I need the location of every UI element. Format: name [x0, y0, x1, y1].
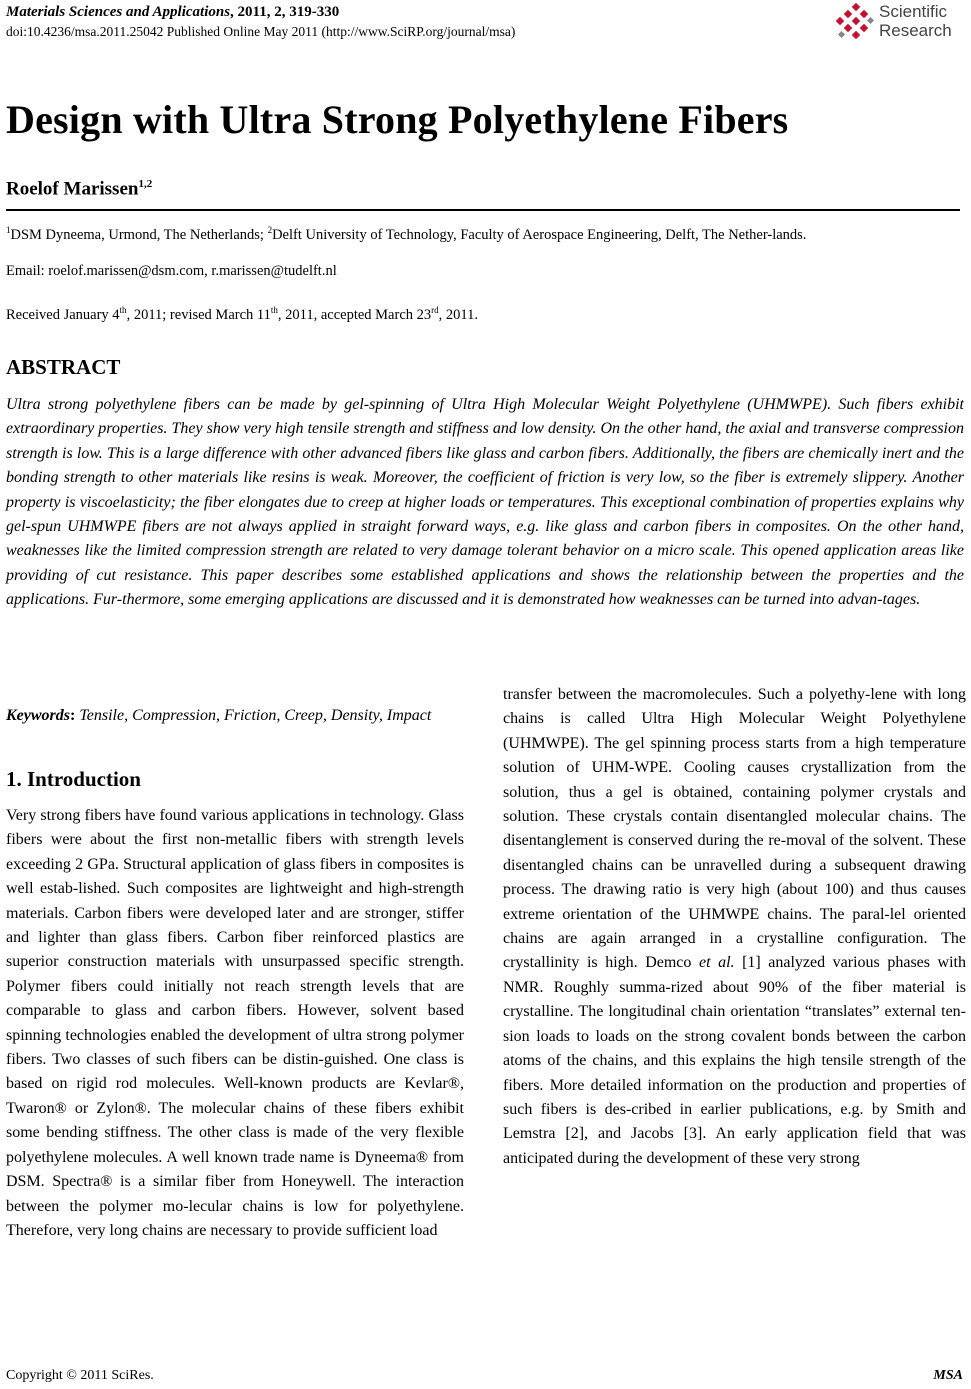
- logo-text: Scientific Research: [879, 2, 952, 40]
- section-heading-introduction: 1. Introduction: [6, 767, 141, 791]
- body-column-right: transfer between the macromolecules. Such a polyethy-lene with long chains is called Ultra High Molecular Weight Polyethylene (UHMWPE). The gel spinning process starts from a high temperature solution of UHM-WPE. Cooling causes crystallization from the solution, thus a gel is obtained, containing polymer crystals and solution. These crystals contain disentangled molecular chains. The disentanglement is conserved during the re-moval of the solvent. These disentangled chains can be unravelled during a subsequent drawing process. The drawing ratio is very high (about 100) and thus causes extreme orientation of the UHMWPE chains. The paral-lel oriented chains are again arranged in a crystalline configuration. The crystallinity is high. Demco et al. [1] analyzed various phases with NMR. Roughly summa-rized about 90% of the fiber material is crystalline. The longitudinal chain orientation “translates” external ten-sion loads to loads on the strong covalent bonds between the carbon atoms of the chains, and this explains the high tensile strength of the fibers. More detailed information on the production and properties of such fibers is des-cribed in earlier publications, e.g. by Smith and Lemstra [2], and Jacobs [3]. An early application field that was anticipated during the development of these very strong: [503, 686, 966, 1167]
- journal-name: Materials Sciences and Applications: [6, 4, 231, 20]
- keywords: Keywords: Tensile, Compression, Friction, Creep, Density, Impact: [6, 707, 432, 724]
- publisher-logo: [835, 2, 965, 44]
- footer-copyright: Copyright © 2011 SciRes.: [6, 1368, 154, 1383]
- header-divider: [6, 209, 960, 211]
- journal-citation: [6, 4, 339, 21]
- author-name: Roelof Marissen: [6, 178, 139, 200]
- journal-volume: , 2011, 2, 319-330: [230, 4, 340, 20]
- keywords-values: Tensile, Compression, Friction, Creep, Density, Impact: [79, 707, 432, 724]
- logo-mark-icon: [835, 2, 877, 44]
- affiliations: $^1$DSM Dyneema, Urmond, The Netherlands; $^2$Delft University of Technology, Faculty of Aerospace Engineering, Delft, The Nether-lands.: [6, 225, 807, 243]
- keywords-label: Keywords: [6, 707, 70, 724]
- author-affiliation-sup: 1,2: [138, 178, 153, 190]
- email-line: Email: roelof.marissen@dsm.com, r.marissen@tudelft.nl: [6, 263, 337, 279]
- et-al: et al.: [698, 954, 735, 972]
- author: [6, 178, 152, 200]
- paper-title: Design with Ultra Strong Polyethylene Fibers: [6, 97, 789, 142]
- abstract-text: Ultra strong polyethylene fibers can be made by gel-spinning of Ultra High Molecular Weight Polyethylene (UHMWPE). Such fibers exhibit extraordinary properties. They show very high tensile strength and stiffness and low density. On the other hand, the axial and transverse compression strength is low. This is a large difference with other advanced fibers like glass and carbon fibers. Additionally, the fibers are chemically inert and the bonding strength to other materials like resins is weak. Moreover, the coefficient of friction is very low, so the fiber is extremely slippery. Another property is viscoelasticity; the fiber elongates due to creep at higher loads or temperatures. This exceptional combination of properties explains why gel-spun UHMWPE fibers are not always applied in straight forward ways, e.g. like glass and carbon fibers in composites. On the other hand, weaknesses like the limited compression strength are related to very damage tolerant behavior on a micro scale. This opened application areas like providing of cut resistance. This paper describes some established applications and shows the relationship between the properties and the applications. Fur-thermore, some emerging applications are discussed and it is demonstrated how weaknesses can be turned into advan-tages.: [6, 396, 964, 609]
- footer-journal-abbr: MSA: [933, 1368, 963, 1383]
- doi-line: doi:10.4236/msa.2011.25042 Published Online May 2011 (http://www.SciRP.org/journal/msa): [6, 24, 516, 39]
- abstract-heading: ABSTRACT: [6, 355, 121, 379]
- received-dates: Received January 4th, 2011; revised March 11th, 2011, accepted March 23rd, 2011.: [6, 305, 478, 323]
- body-column-left: Very strong fibers have found various applications in technology. Glass fibers were about the first non-metallic fibers with strength levels exceeding 2 GPa. Structural application of glass fibers in composites is well estab-lished. Such composites are lightweight and high-strength materials. Carbon fibers were developed later and are stronger, stiffer and lighter than glass fibers. Carbon fiber reinforced plastics are superior construction materials with unsurpassed specific strength. Polymer fibers could initially not reach strength levels that are comparable to glass and carbon fibers. However, solvent based spinning technologies enabled the development of ultra strong polymer fibers. Two classes of such fibers can be distin-guished. One class is based on rigid rod molecules. Well-known products are Kevlar®, Twaron® or Zylon®. The molecular chains of these fibers exhibit some bending stiffness. The other class is made of the very flexible polyethylene molecules. A well known trade name is Dyneema® from DSM. Spectra® is a similar fiber from Honeywell. The interaction between the polymer mo-lecular chains is low for polyethylene. Therefore, very long chains are necessary to provide sufficient load: [6, 807, 464, 1239]
